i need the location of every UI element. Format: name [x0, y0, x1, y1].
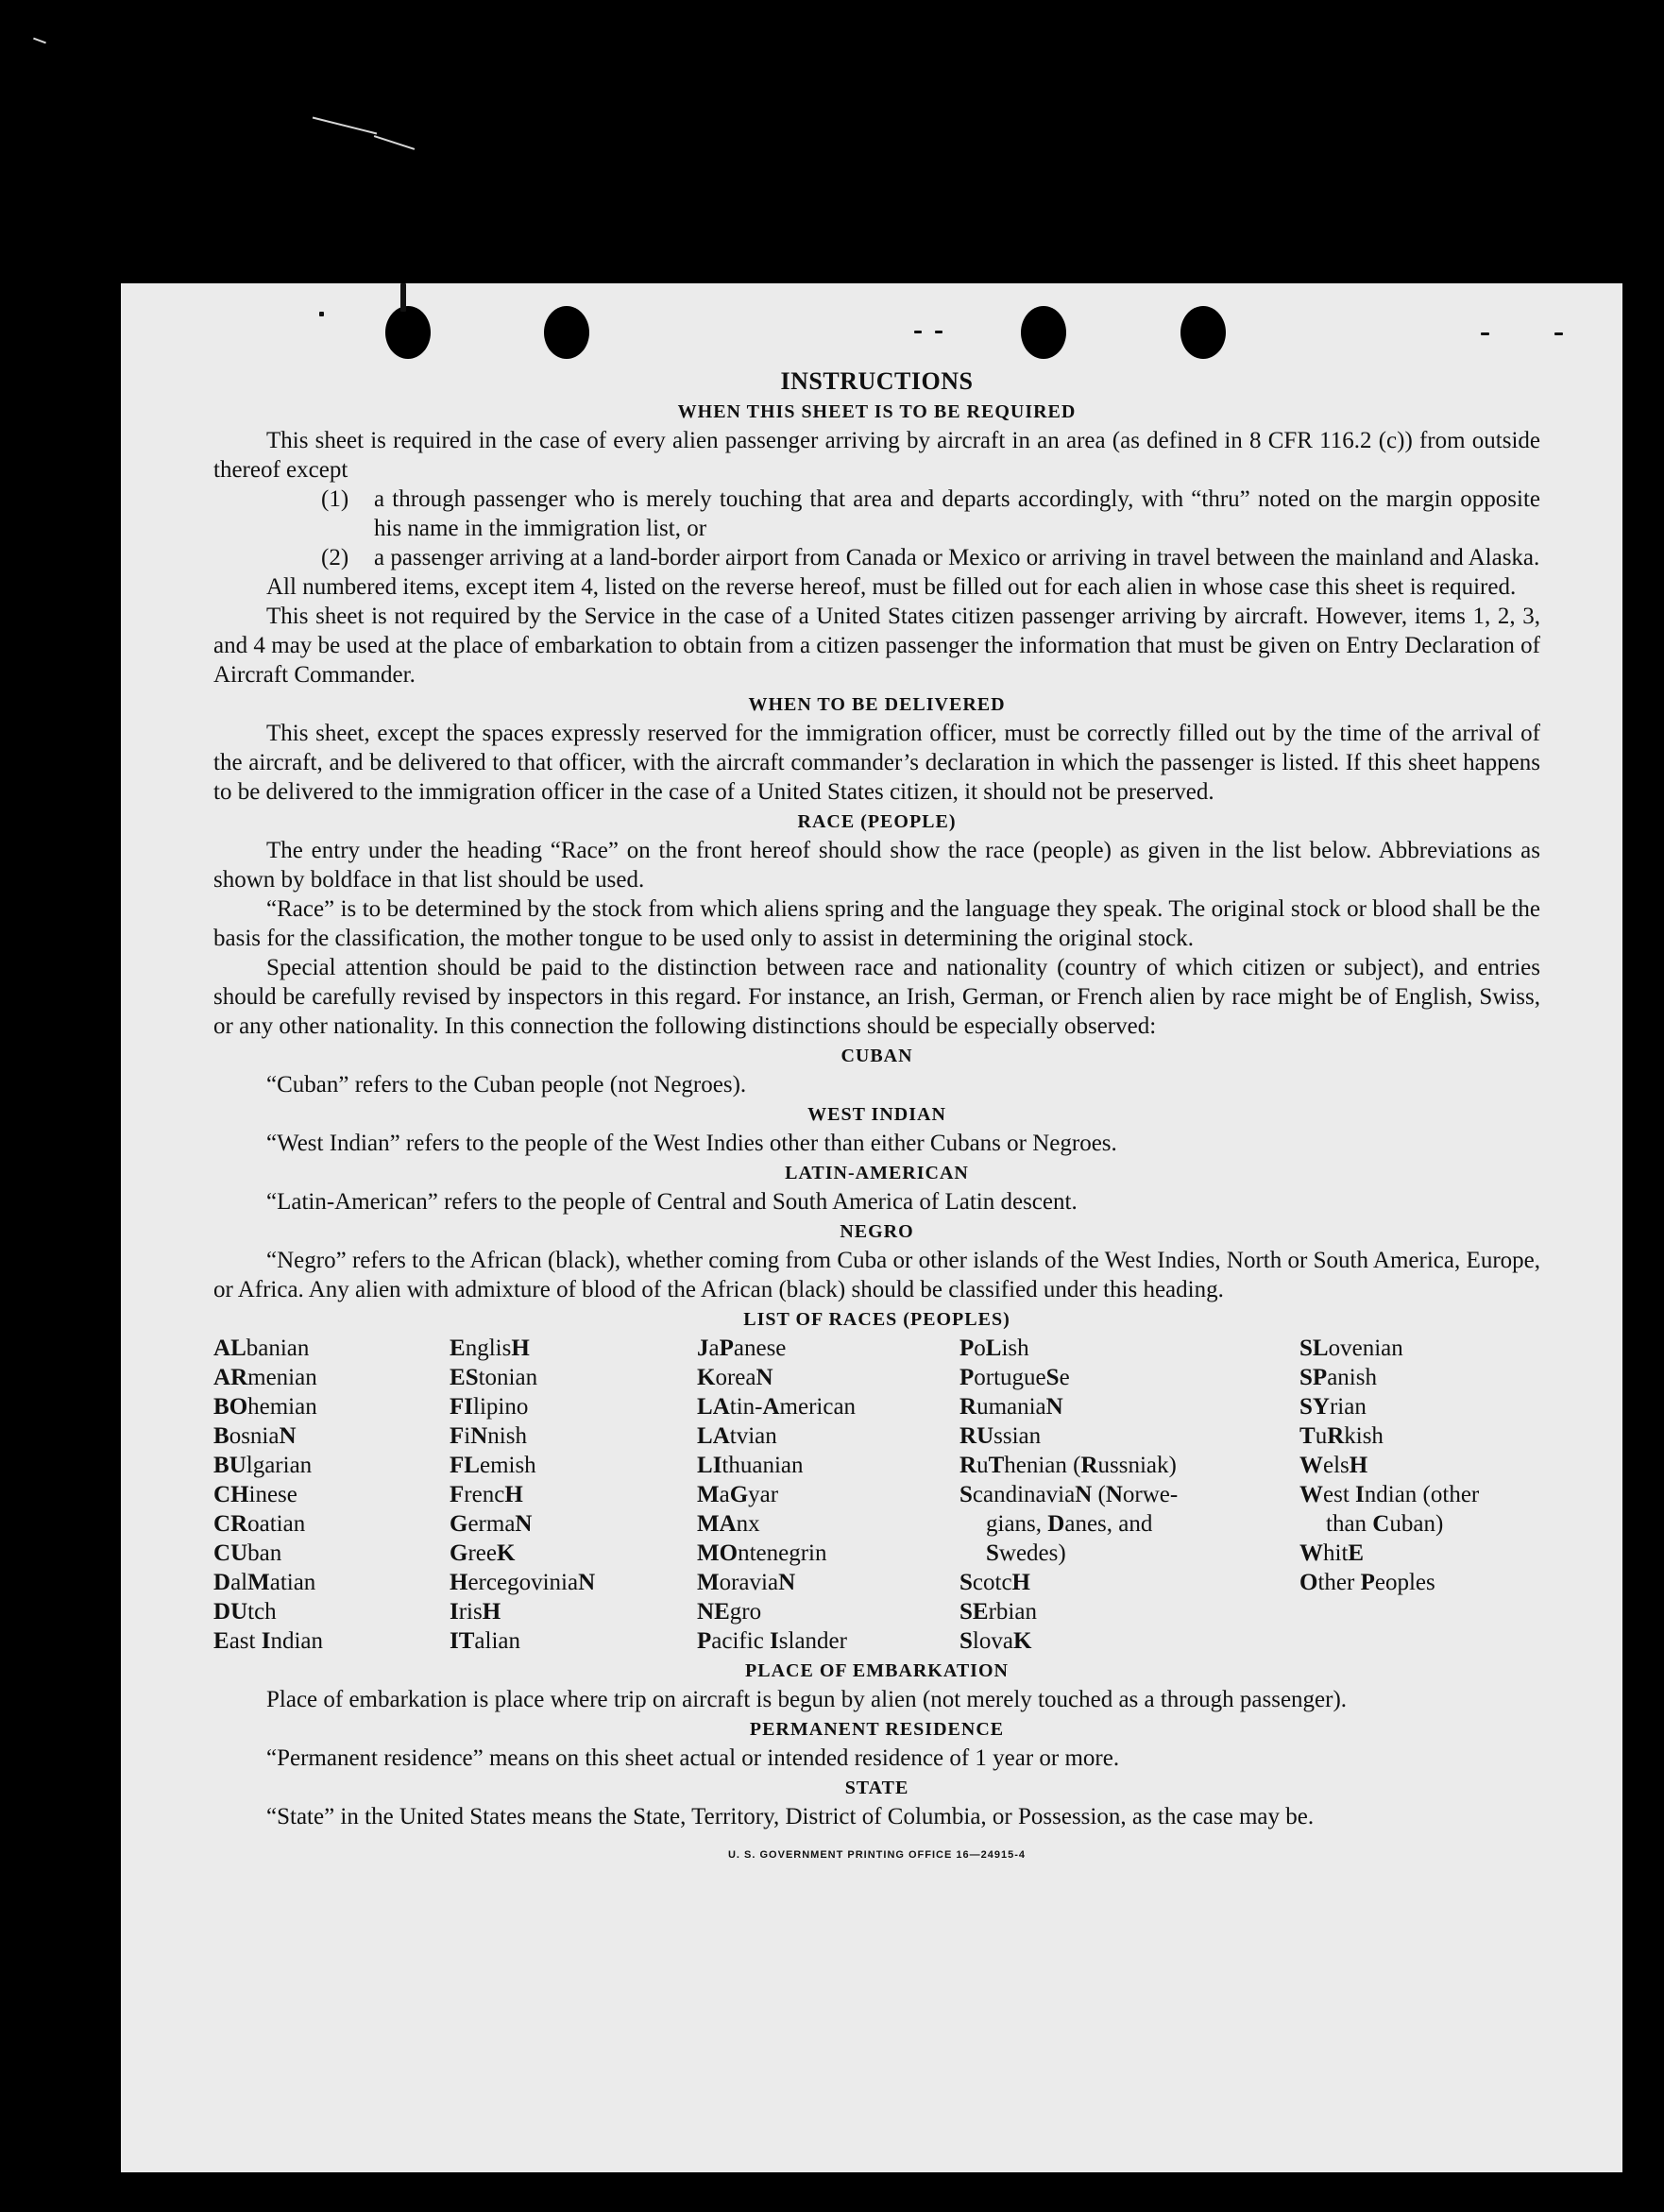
- paragraph: This sheet is required in the case of every alien passenger arriving by aircraft in an area (as defined in 8 CFR 116.2 (c)) from outside thereof except: [213, 428, 1540, 483]
- paragraph: Place of embarkation is place where trip on aircraft is begun by alien (not merely touched as a through passenger).: [266, 1687, 1348, 1712]
- race-item: WelsH: [1299, 1453, 1368, 1478]
- speck: [935, 331, 942, 333]
- punch-hole: [385, 306, 431, 359]
- heading-residence: PERMANENT RESIDENCE: [749, 1719, 1005, 1740]
- race-item: LAtin-American: [697, 1394, 857, 1420]
- race-item: RuThenian (Russniak): [959, 1453, 1177, 1478]
- scan-mark: [374, 135, 415, 150]
- heading-cuban: CUBAN: [840, 1046, 913, 1066]
- race-item: SLovenian: [1299, 1336, 1403, 1361]
- race-item: EnglisH: [450, 1336, 530, 1361]
- race-item: BOhemian: [213, 1394, 317, 1420]
- race-item: BosniaN: [213, 1423, 297, 1449]
- race-item: DalMatian: [213, 1570, 316, 1595]
- race-item: HercegoviniaN: [450, 1570, 596, 1595]
- race-item: MOntenegrin: [697, 1540, 827, 1566]
- punch-hole: [1180, 306, 1226, 359]
- heading-race: RACE (PEOPLE): [797, 811, 957, 832]
- speck: [1481, 332, 1489, 335]
- item-text: a passenger arriving at a land-border airport from Canada or Mexico or arriving in travel between the mainland and Alaska.: [374, 545, 1540, 570]
- scan-mark: [33, 38, 46, 44]
- race-item: Swedes): [986, 1540, 1066, 1566]
- race-item: EStonian: [450, 1365, 538, 1390]
- race-item: East Indian: [213, 1628, 323, 1654]
- paragraph: Special attention should be paid to the distinction between race and nationality (country of which citizen or subject), and entries should be carefully revised by inspectors in this regard. For instance, an Irish, German, or French alien by race might be of English, Swiss, or any other nationality. In this connection the following distinctions should be especially observed:: [213, 955, 1540, 1039]
- race-item: ITalian: [450, 1628, 521, 1654]
- races-list: [213, 1334, 1540, 1656]
- race-item: FIlipino: [450, 1394, 529, 1420]
- item-text: a through passenger who is merely touching that area and departs accordingly, with “thru” noted on the margin opposite his name in the immigration list, or: [374, 486, 1540, 541]
- race-item: West Indian (other: [1299, 1482, 1480, 1507]
- race-item: IrisH: [450, 1599, 501, 1625]
- page-title: INSTRUCTIONS: [780, 367, 974, 395]
- race-item: ScotcH: [959, 1570, 1030, 1595]
- paragraph: This sheet, except the spaces expressly reserved for the immigration officer, must be correctly filled out by the time of the arrival of the aircraft, and be delivered to that officer, with the aircraft commander’s declaration in which the passenger is listed. If this sheet happens to be delivered to the immigration officer in the case of a United States citizen, it should not be preserved.: [213, 721, 1540, 805]
- heading-west-indian: WEST INDIAN: [807, 1104, 946, 1125]
- paragraph: “Latin-American” refers to the people of Central and South America of Latin descent.: [266, 1189, 1078, 1215]
- race-item: DUtch: [213, 1599, 277, 1625]
- race-item: FiNnish: [450, 1423, 527, 1449]
- race-item: CHinese: [213, 1482, 297, 1507]
- heading-when-required: WHEN THIS SHEET IS TO BE REQUIRED: [677, 401, 1077, 422]
- race-item: JaPanese: [697, 1336, 787, 1361]
- paragraph: “Permanent residence” means on this sheet actual or intended residence of 1 year or more.: [266, 1745, 1120, 1771]
- race-item: PortugueSe: [959, 1365, 1070, 1390]
- heading-latin-american: LATIN-AMERICAN: [785, 1163, 969, 1183]
- heading-embarkation: PLACE OF EMBARKATION: [745, 1660, 1009, 1681]
- race-item: SlovaK: [959, 1628, 1032, 1654]
- race-item: NEgro: [697, 1599, 762, 1625]
- race-item: KoreaN: [697, 1365, 773, 1390]
- speck: [1554, 332, 1563, 335]
- numbered-item: [213, 543, 1540, 572]
- heading-list-of-races: LIST OF RACES (PEOPLES): [743, 1309, 1010, 1330]
- race-item: SPanish: [1299, 1365, 1377, 1390]
- race-item: MAnx: [697, 1511, 760, 1537]
- races-column: [213, 1334, 450, 1656]
- race-item: ALbanian: [213, 1336, 310, 1361]
- race-item: SYrian: [1299, 1394, 1367, 1420]
- race-item: Pacific Islander: [697, 1628, 847, 1654]
- item-number: (2): [321, 545, 349, 570]
- item-number: (1): [321, 486, 349, 512]
- speck: [319, 312, 324, 316]
- race-item: LAtvian: [697, 1423, 777, 1449]
- race-item: Other Peoples: [1299, 1570, 1435, 1595]
- race-item: MaGyar: [697, 1482, 779, 1507]
- instructions-content: [213, 366, 1540, 1870]
- paragraph: “Negro” refers to the African (black), whether coming from Cuba or other islands of the West Indies, North or South America, Europe, or Africa. Any alien with admixture of blood of the African (black) should be classified under this heading.: [213, 1248, 1540, 1302]
- document-sheet: [121, 283, 1622, 2172]
- paragraph: This sheet is not required by the Service in the case of a United States citizen passenger arriving by aircraft. However, items 1, 2, 3, and 4 may be used at the place of embarkation to obtain from a citizen passenger the information that must be given on Entry Declaration of Aircraft Commander.: [213, 604, 1540, 688]
- race-item: BUlgarian: [213, 1453, 313, 1478]
- paragraph: The entry under the heading “Race” on the front hereof should show the race (people) as given in the list below. Abbreviations as shown by boldface in that list should be used.: [213, 838, 1540, 893]
- race-item: WhitE: [1299, 1540, 1365, 1566]
- punch-hole: [544, 306, 589, 359]
- races-column: [450, 1334, 697, 1656]
- races-column: [697, 1334, 959, 1656]
- paragraph: All numbered items, except item 4, listed on the reverse hereof, must be filled out for each alien in whose case this sheet is required.: [266, 574, 1517, 600]
- race-item: FrencH: [450, 1482, 523, 1507]
- heading-when-delivered: WHEN TO BE DELIVERED: [748, 694, 1006, 715]
- race-item: GermaN: [450, 1511, 533, 1537]
- race-item: ScandinaviaN (Norwe-: [959, 1482, 1179, 1507]
- race-item: gians, Danes, and: [986, 1511, 1153, 1537]
- race-item: LIthuanian: [697, 1453, 804, 1478]
- race-item: ARmenian: [213, 1365, 317, 1390]
- speck: [914, 331, 922, 333]
- speck: [400, 283, 406, 312]
- scan-mark: [313, 117, 377, 135]
- race-item: PoLish: [959, 1336, 1029, 1361]
- races-column: [1299, 1334, 1540, 1656]
- printer-imprint: U. S. GOVERNMENT PRINTING OFFICE 16—24915-4: [727, 1849, 1026, 1861]
- heading-negro: NEGRO: [840, 1221, 914, 1242]
- heading-state: STATE: [844, 1778, 909, 1798]
- paragraph: “State” in the United States means the State, Territory, District of Columbia, or Possession, as the case may be.: [266, 1804, 1315, 1829]
- race-item: TuRkish: [1299, 1423, 1384, 1449]
- races-column: [959, 1334, 1299, 1656]
- race-item: MoraviaN: [697, 1570, 796, 1595]
- race-item: GreeK: [450, 1540, 516, 1566]
- paragraph: “Race” is to be determined by the stock from which aliens spring and the language they speak. The original stock or blood shall be the basis for the classification, the mother tongue to be used only to assist in determining the original stock.: [213, 896, 1540, 951]
- numbered-item: [213, 485, 1540, 543]
- race-item: FLemish: [450, 1453, 536, 1478]
- paragraph: “West Indian” refers to the people of the West Indies other than either Cubans or Negroes.: [266, 1131, 1117, 1156]
- race-item: CUban: [213, 1540, 282, 1566]
- race-item: than Cuban): [1326, 1511, 1444, 1537]
- paragraph: “Cuban” refers to the Cuban people (not Negroes).: [266, 1072, 747, 1097]
- punch-hole: [1021, 306, 1066, 359]
- race-item: RumaniaN: [959, 1394, 1063, 1420]
- race-item: RUssian: [959, 1423, 1042, 1449]
- race-item: SErbian: [959, 1599, 1037, 1625]
- race-item: CRoatian: [213, 1511, 306, 1537]
